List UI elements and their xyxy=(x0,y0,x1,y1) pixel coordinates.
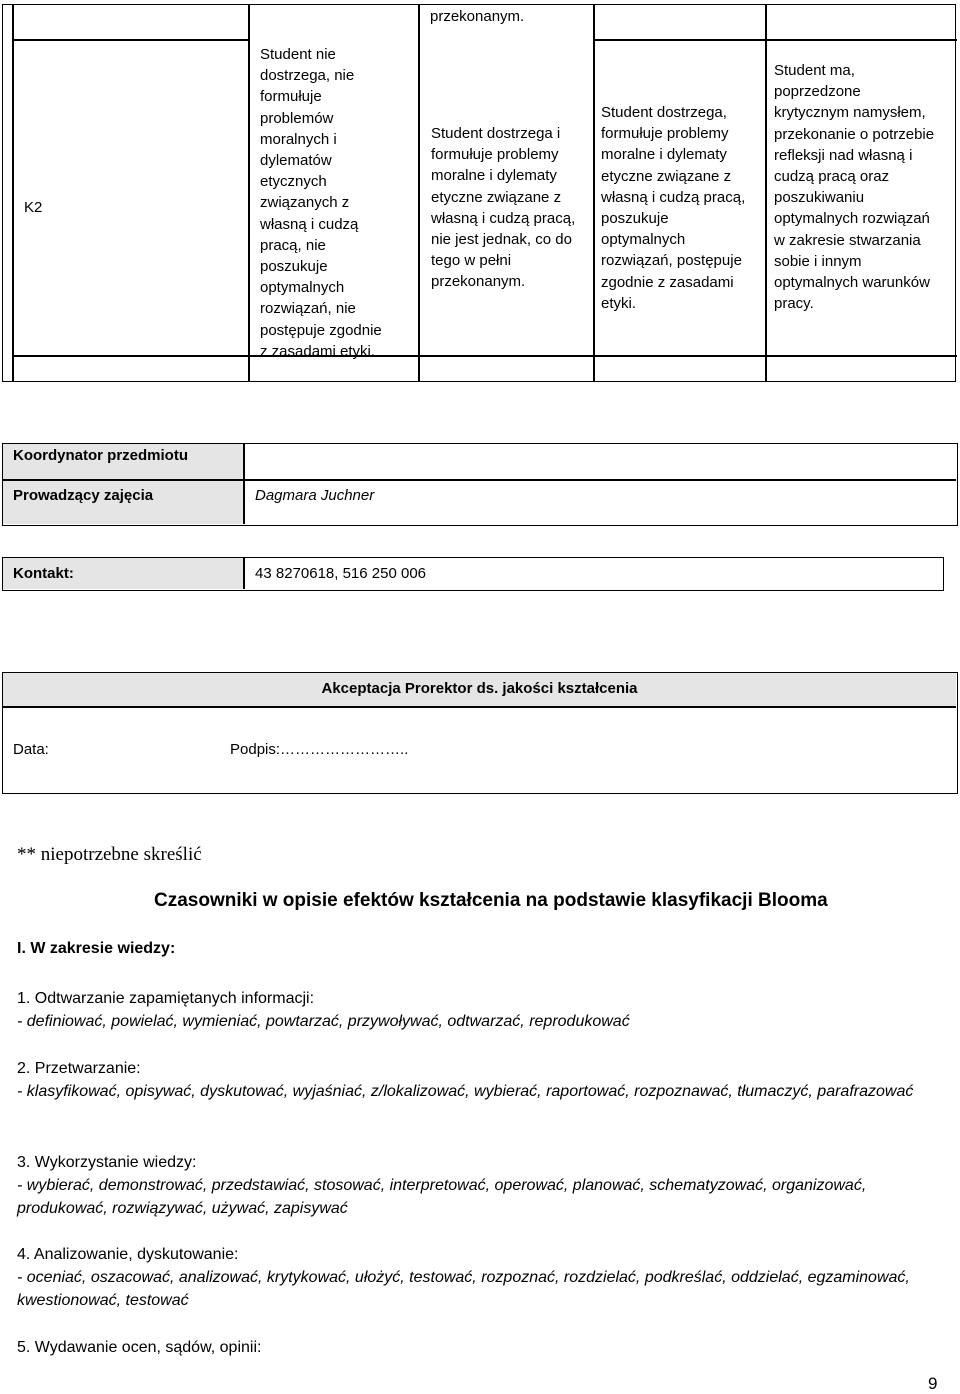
bloom-section-heading: I. W zakresie wiedzy: xyxy=(17,940,176,957)
coordinator-label: Koordynator przedmiotu xyxy=(13,447,188,464)
bloom-item-5 xyxy=(17,1336,937,1359)
contact-label: Kontakt: xyxy=(13,565,74,582)
instructor-label: Prowadzący zajęcia xyxy=(13,487,154,504)
rubric-col-3: Student dostrzega, formułuje problemy moralne i dylematy etyczne związane z własną i cudzą pracą, poszukuje optymalnych rozwiązań, postępuje zgodnie z zasadami etyki. xyxy=(601,104,746,312)
bloom-item-heading: 1. Odtwarzanie zapamiętanych informacji: xyxy=(17,990,315,1007)
rubric-col-4: Student ma, poprzedzone krytycznym namysłem, przekonanie o potrzebie refleksji nad własną i cudzą pracą oraz poszukiwaniu optymalnych rozwiązań w zakresie stwarzania sobie i innym optymalnych warunków pracy. xyxy=(774,62,935,313)
contact-value: 43 8270618, 516 250 006 xyxy=(255,565,426,582)
bloom-item-heading: 2. Przetwarzanie: xyxy=(17,1060,141,1077)
top-fragment: przekonanym. xyxy=(430,8,525,25)
page-number: 9 xyxy=(928,1374,938,1393)
bloom-item-1 xyxy=(17,987,937,1033)
bloom-item-heading: 4. Analizowanie, dyskutowanie: xyxy=(17,1246,239,1263)
rubric-code: K2 xyxy=(24,199,43,216)
bloom-item-heading: 3. Wykorzystanie wiedzy: xyxy=(17,1154,197,1171)
contact-table xyxy=(2,557,944,591)
bloom-item-verbs: - oceniać, oszacować, analizować, krytykować, ułożyć, testować, rozpoznać, rozdzielać, podkreślać, oddzielać, egzaminować, kwestionować, testować xyxy=(17,1269,910,1309)
bloom-item-3 xyxy=(17,1151,937,1220)
bloom-item-verbs: - wybierać, demonstrować, przedstawiać, stosować, interpretować, operować, planować, schematyzować, organizować, produkować, rozwiązywać, używać, zapisywać xyxy=(17,1177,867,1217)
instructor-value: Dagmara Juchner xyxy=(255,487,375,504)
bloom-item-4 xyxy=(17,1243,937,1312)
bloom-item-2 xyxy=(17,1057,937,1103)
staff-table xyxy=(2,443,958,526)
footnote: ** niepotrzebne skreślić xyxy=(17,844,202,865)
rubric-col-1: Student nie dostrzega, nie formułuje problemów moralnych i dylematów etycznych związanych z własną i cudzą pracą, nie poszukuje optymalnych rozwiązań, nie postępuje zgodnie z zasadami etyki. xyxy=(260,46,382,360)
bloom-item-heading: 5. Wydawanie ocen, sądów, opinii: xyxy=(17,1339,262,1356)
approval-signature-label: Podpis:…………………….. xyxy=(230,741,409,758)
bloom-item-verbs: - definiować, powielać, wymieniać, powtarzać, przywoływać, odtwarzać, reprodukować xyxy=(17,1013,630,1030)
bloom-title: Czasowniki w opisie efektów kształcenia na podstawie klasyfikacji Blooma xyxy=(154,890,828,911)
approval-table xyxy=(2,672,958,794)
rubric-col-2: Student dostrzega i formułuje problemy moralne i dylematy etyczne związane z własną i cudzą pracą, nie jest jednak, co do tego w pełni przekonanym. xyxy=(431,125,576,291)
approval-title: Akceptacja Prorektor ds. jakości kształcenia xyxy=(321,680,638,697)
approval-date-label: Data: xyxy=(13,741,49,758)
bloom-item-verbs: - klasyfikować, opisywać, dyskutować, wyjaśniać, z/lokalizować, wybierać, raportować, rozpoznawać, tłumaczyć, parafrazować xyxy=(17,1083,914,1100)
